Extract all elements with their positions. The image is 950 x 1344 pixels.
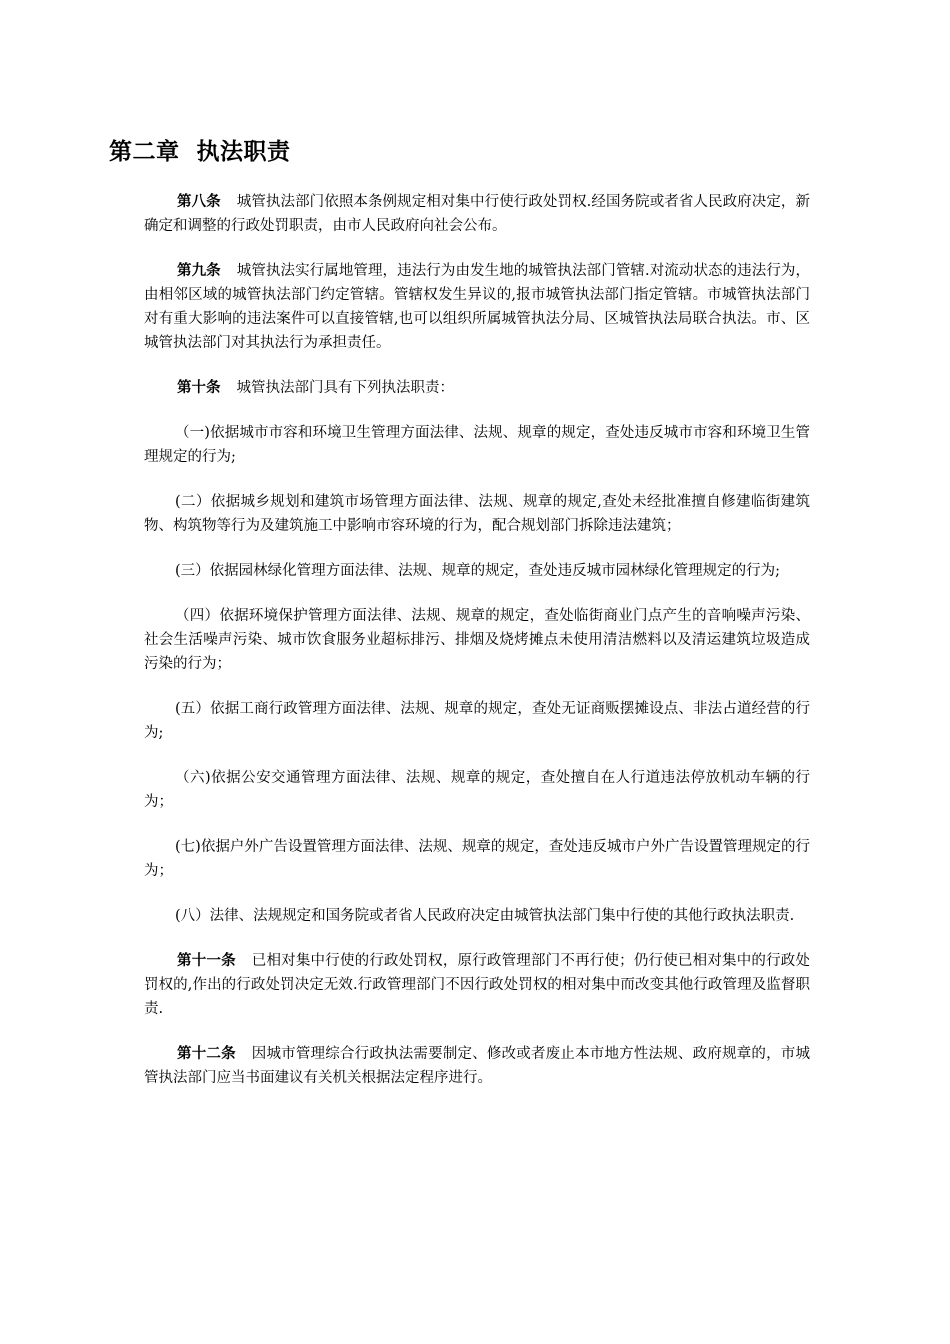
duty-item-5: (五）依据工商行政管理方面法律、法规、规章的规定，查处无证商贩摆摊设点、非法占道经营的行为;: [144, 701, 810, 741]
article-8-paragraph: [144, 190, 810, 238]
article-12-label: 第十二条: [177, 1045, 236, 1062]
article-12-text: 因城市管理综合行政执法需要制定、修改或者废止本市地方性法规、政府规章的，市城管执法部门应当书面建议有关机关根据法定程序进行。: [144, 1046, 810, 1086]
duty-item-6: （六)依据公安交通管理方面法律、法规、规章的规定，查处擅自在人行道违法停放机动车辆的行为；: [144, 770, 810, 810]
article-12-paragraph: [144, 1042, 810, 1090]
article-9-label: 第九条: [177, 262, 221, 279]
duty-item-1: （一)依据城市市容和环境卫生管理方面法律、法规、规章的规定，查处违反城市市容和环境卫生管理规定的行为;: [144, 425, 810, 465]
document-body: [144, 190, 810, 1111]
duty-item-4: （四）依据环境保护管理方面法律、法规、规章的规定，查处临街商业门点产生的音响噪声污染、社会生活噪声污染、城市饮食服务业超标排污、排烟及烧烤摊点未使用清洁燃料以及清运建筑垃圾造成污染的行为；: [144, 608, 810, 672]
article-8-text: 城管执法部门依照本条例规定相对集中行使行政处罚权.经国务院或者省人民政府决定，新确定和调整的行政处罚职责，由市人民政府向社会公布。: [144, 194, 811, 234]
chapter-title: 第二章 执法职责: [109, 138, 291, 165]
article-10-label: 第十条: [177, 379, 221, 396]
article-10-text: 城管执法部门具有下列执法职责：: [236, 380, 454, 396]
duty-item-2: (二）依据城乡规划和建筑市场管理方面法律、法规、规章的规定,查处未经批准擅自修建临街建筑物、构筑物等行为及建筑施工中影响市容环境的行为，配合规划部门拆除违法建筑；: [144, 494, 810, 534]
article-9-paragraph: [144, 259, 810, 355]
article-8-label: 第八条: [177, 193, 221, 210]
article-11-text: 已相对集中行使的行政处罚权，原行政管理部门不再行使；仍行使已相对集中的行政处罚权的,作出的行政处罚决定无效.行政管理部门不因行政处罚权的相对集中而改变其他行政管理及监督职责.: [144, 953, 810, 1017]
article-11-paragraph: [144, 949, 810, 1021]
duty-item-8: (八）法律、法规规定和国务院或者省人民政府决定由城管执法部门集中行使的其他行政执法职责.: [175, 908, 795, 924]
article-10-paragraph: [144, 376, 810, 400]
article-9-text: 城管执法实行属地管理，违法行为由发生地的城管执法部门管辖.对流动状态的违法行为，由相邻区域的城管执法部门约定管辖。管辖权发生异议的,报市城管执法部门指定管辖。市城管执法部门对有重大影响的违法案件可以直接管辖,也可以组织所属城管执法分局、区城管执法局联合执法。市、区城管执法部门对其执法行为承担责任。: [144, 263, 811, 351]
duty-item-3: (三）依据园林绿化管理方面法律、法规、规章的规定，查处违反城市园林绿化管理规定的行为;: [175, 563, 781, 579]
article-11-label: 第十一条: [177, 952, 236, 969]
duty-item-7: (七)依据户外广告设置管理方面法律、法规、规章的规定，查处违反城市户外广告设置管理规定的行为；: [144, 839, 810, 879]
